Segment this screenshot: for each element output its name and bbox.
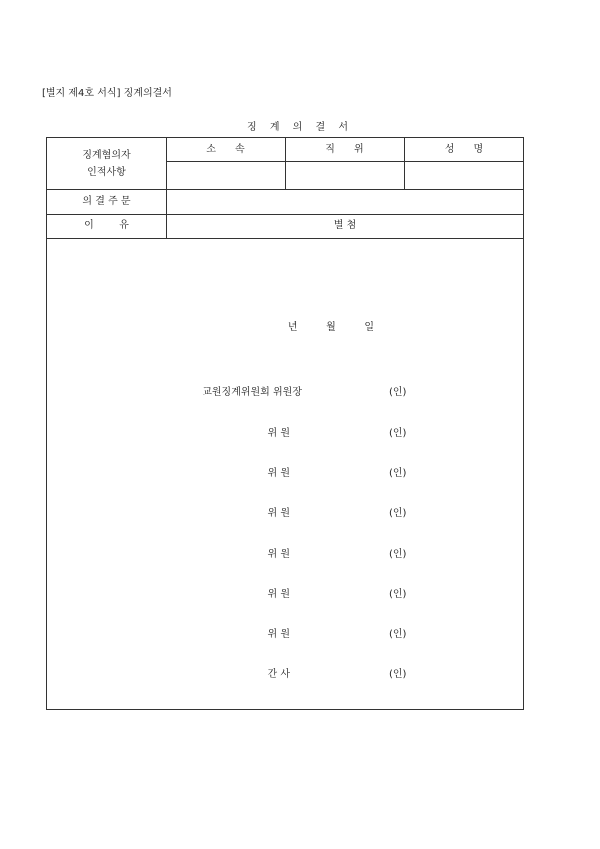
date-line: 년 월 일 bbox=[287, 322, 375, 333]
reason-value: 별 첨 bbox=[333, 220, 357, 231]
row-divider-2 bbox=[47, 214, 524, 215]
signature-role: 위 원 bbox=[267, 428, 290, 439]
signature-role: 위 원 bbox=[267, 589, 290, 600]
seal-mark: (인) bbox=[389, 387, 407, 398]
seal-mark: (인) bbox=[389, 629, 407, 640]
seal-mark: (인) bbox=[389, 669, 407, 680]
name-field[interactable] bbox=[405, 162, 523, 188]
position-field[interactable] bbox=[286, 162, 403, 188]
signature-role: 위 원 bbox=[267, 629, 290, 640]
seal-mark: (인) bbox=[389, 428, 407, 439]
seal-mark: (인) bbox=[389, 508, 407, 519]
form-number-label: [별지 제4호 서식] 징계의결서 bbox=[42, 88, 172, 99]
affiliation-header: 소 속 bbox=[206, 144, 245, 155]
signature-role: 위 원 bbox=[267, 508, 290, 519]
signature-role: 위 원 bbox=[267, 468, 290, 479]
seal-mark: (인) bbox=[389, 589, 407, 600]
signature-role: 교원징계위원회 위원장 bbox=[202, 387, 302, 398]
person-info-label-line2: 인적사항 bbox=[87, 167, 126, 178]
person-info-label-line1: 징계혐의자 bbox=[82, 150, 131, 161]
row-divider-3 bbox=[47, 238, 524, 239]
seal-mark: (인) bbox=[389, 468, 407, 479]
affiliation-field[interactable] bbox=[167, 162, 284, 188]
reason-label: 이 유 bbox=[84, 220, 129, 231]
position-header: 직 위 bbox=[325, 144, 364, 155]
document-title: 징 계 의 결 서 bbox=[246, 122, 353, 133]
seal-mark: (인) bbox=[389, 549, 407, 560]
signature-role: 위 원 bbox=[267, 549, 290, 560]
decision-label: 의 결 주 문 bbox=[82, 196, 131, 207]
signature-role: 간 사 bbox=[267, 669, 290, 680]
person-info-label bbox=[47, 149, 166, 180]
decision-field[interactable] bbox=[167, 190, 523, 213]
name-header: 성 명 bbox=[444, 144, 484, 155]
